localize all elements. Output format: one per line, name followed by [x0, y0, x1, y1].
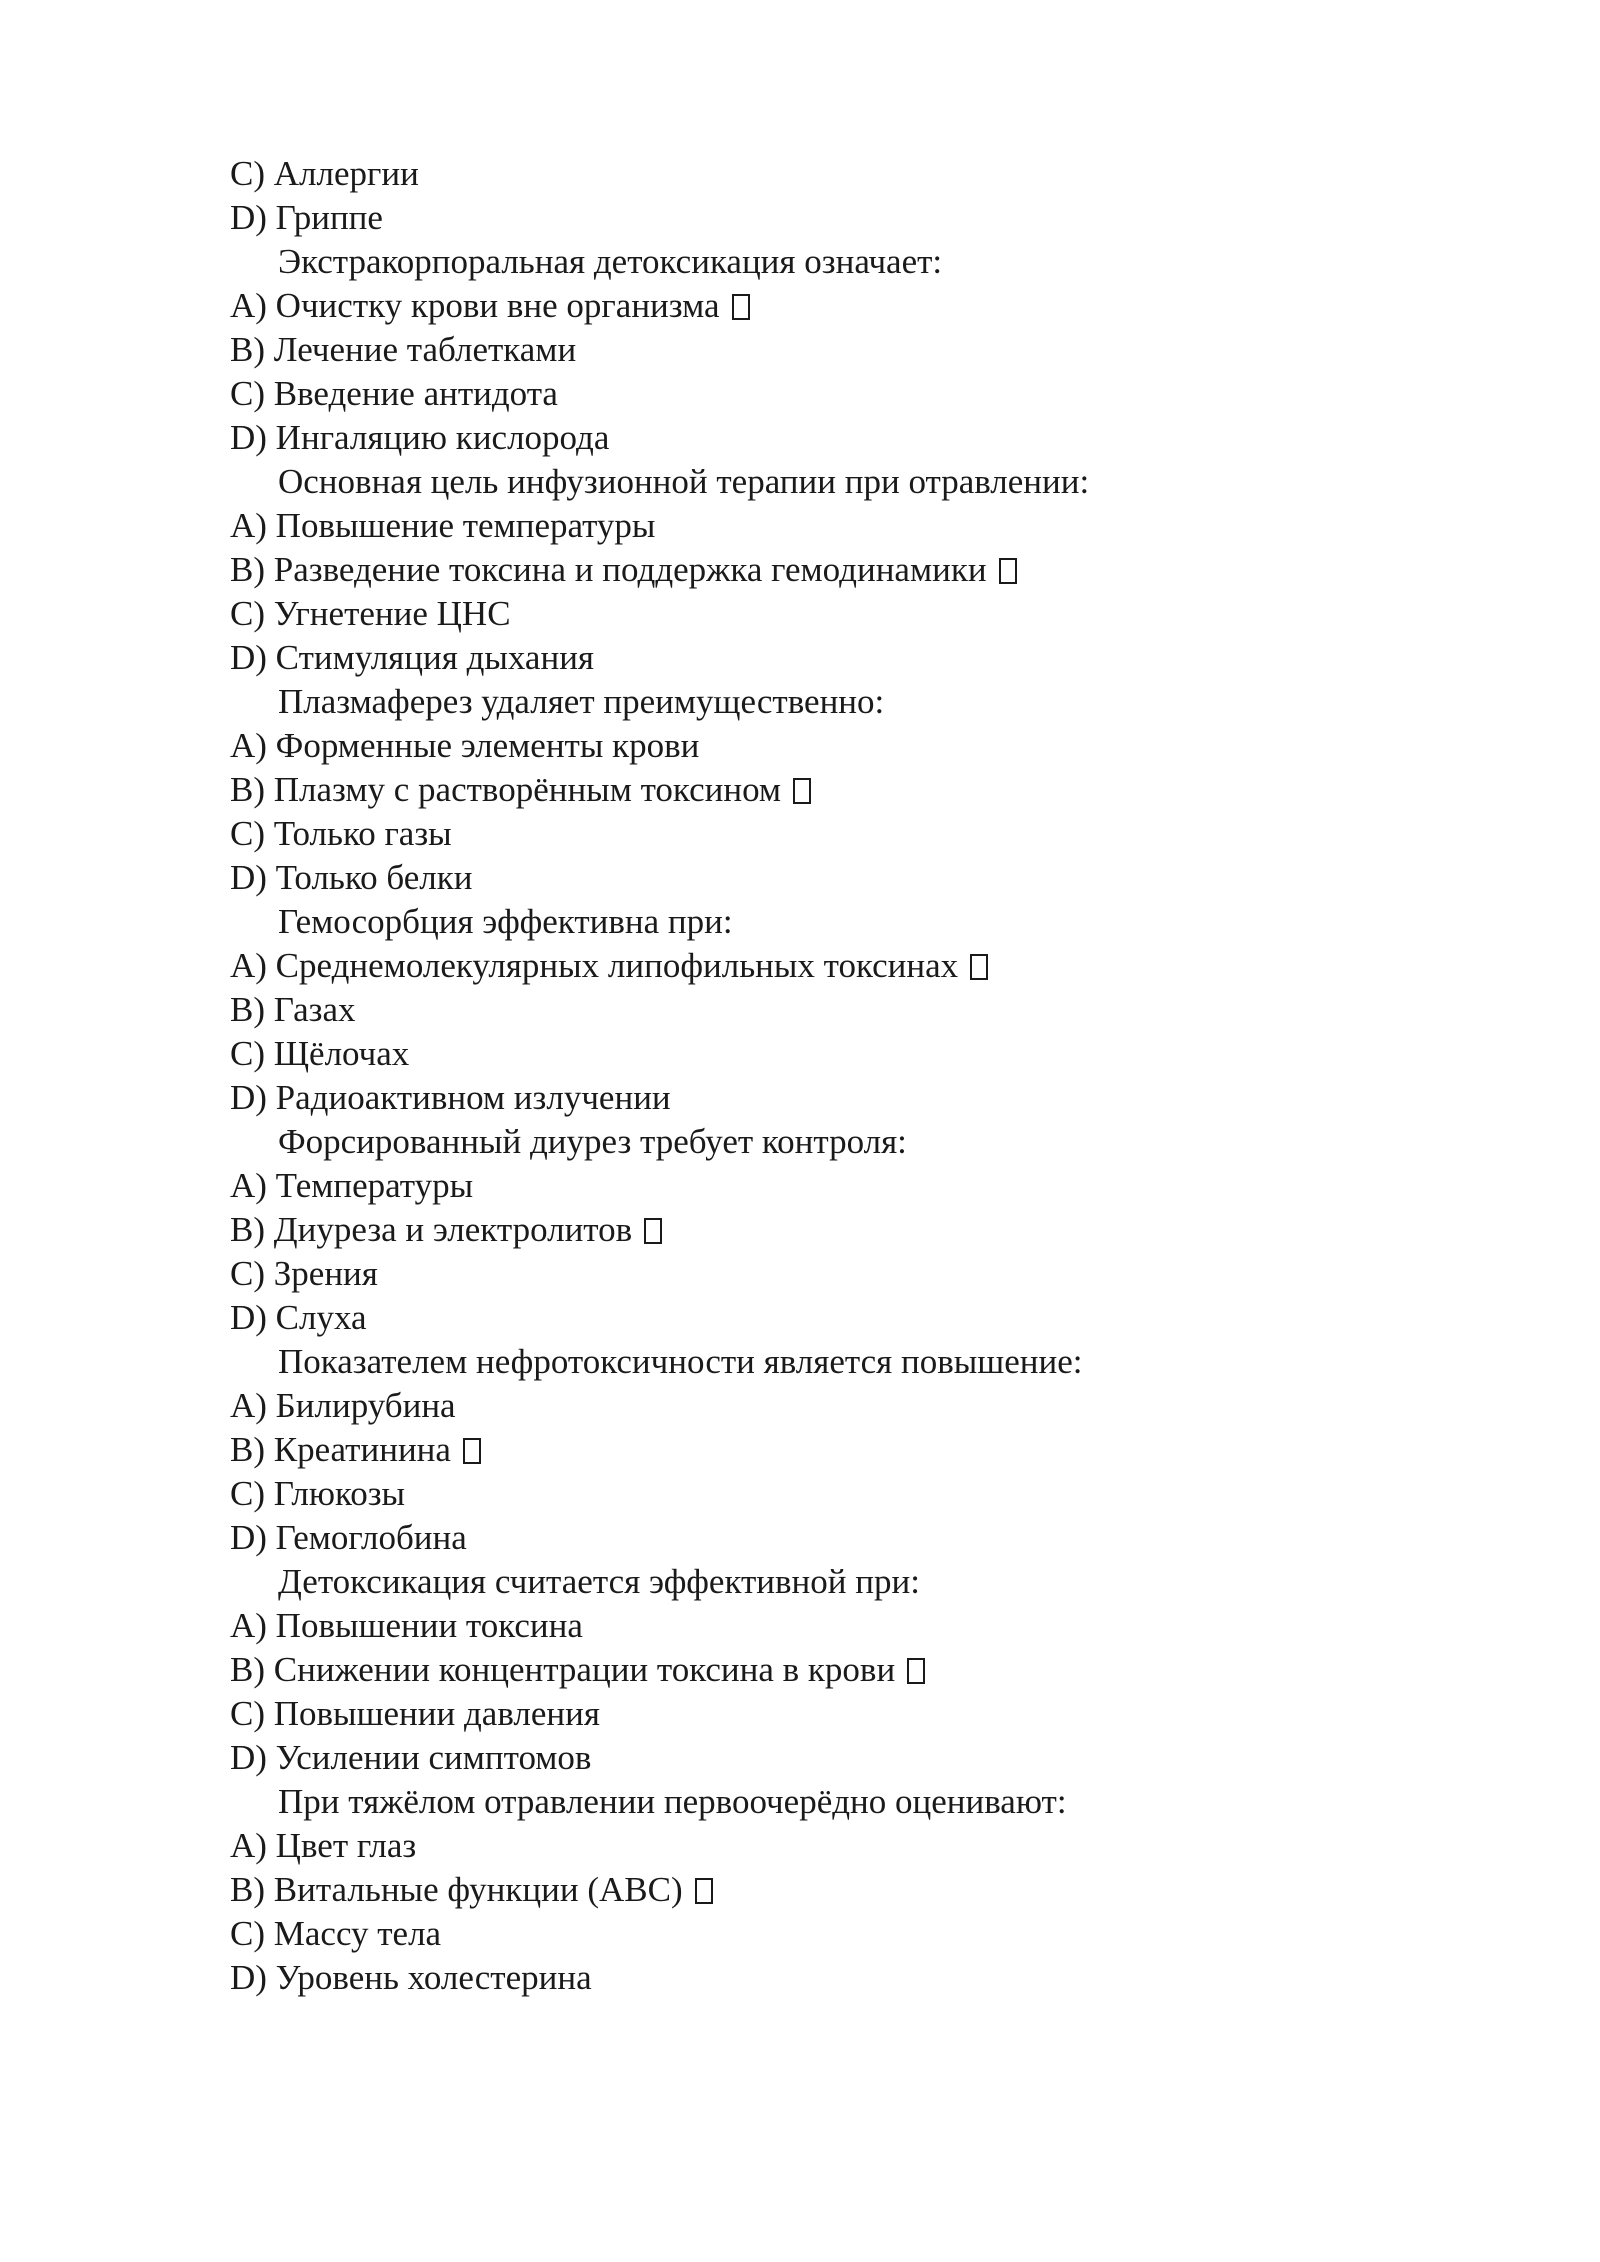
answer-option [230, 856, 1410, 900]
answer-option [230, 1164, 1410, 1208]
option-label: C) Щёлочах [230, 1034, 410, 1073]
answer-option [230, 1032, 1410, 1076]
option-label: D) Усилении симптомов [230, 1738, 592, 1777]
correct-answer-marker-icon [793, 778, 811, 804]
question-text [230, 1120, 1410, 1164]
correct-answer-marker-icon [907, 1658, 925, 1684]
answer-option [230, 416, 1410, 460]
question-text [230, 460, 1410, 504]
answer-option [230, 1208, 1410, 1252]
option-label: D) Уровень холестерина [230, 1958, 592, 1997]
question-label: При тяжёлом отравлении первоочерёдно оценивают: [278, 1782, 1067, 1821]
document-content [230, 152, 1410, 2000]
answer-option [230, 944, 1410, 988]
answer-option [230, 152, 1410, 196]
answer-option [230, 1076, 1410, 1120]
correct-answer-marker-icon [970, 954, 988, 980]
answer-option [230, 988, 1410, 1032]
answer-option [230, 504, 1410, 548]
option-label: C) Повышении давления [230, 1694, 600, 1733]
question-label: Экстракорпоральная детоксикация означает: [278, 242, 943, 281]
option-label: B) Лечение таблетками [230, 330, 577, 369]
option-label: C) Только газы [230, 814, 452, 853]
answer-option [230, 1736, 1410, 1780]
option-label: B) Диуреза и электролитов [230, 1210, 633, 1249]
question-text [230, 1340, 1410, 1384]
answer-option [230, 372, 1410, 416]
option-label: D) Гриппе [230, 198, 383, 237]
question-text [230, 1780, 1410, 1824]
answer-option [230, 548, 1410, 592]
option-label: D) Только белки [230, 858, 473, 897]
option-label: D) Ингаляцию кислорода [230, 418, 610, 457]
option-label: A) Повышении токсина [230, 1606, 583, 1645]
option-label: B) Креатинина [230, 1430, 451, 1469]
answer-option [230, 1604, 1410, 1648]
question-label: Форсированный диурез требует контроля: [278, 1122, 907, 1161]
option-label: A) Среднемолекулярных липофильных токсинах [230, 946, 959, 985]
option-label: A) Температуры [230, 1166, 474, 1205]
correct-answer-marker-icon [463, 1438, 481, 1464]
answer-option [230, 1428, 1410, 1472]
option-label: C) Зрения [230, 1254, 378, 1293]
question-label: Гемосорбция эффективна при: [278, 902, 733, 941]
answer-option [230, 1296, 1410, 1340]
answer-option [230, 1824, 1410, 1868]
question-label: Детоксикация считается эффективной при: [278, 1562, 920, 1601]
option-label: A) Цвет глаз [230, 1826, 417, 1865]
option-label: D) Радиоактивном излучении [230, 1078, 671, 1117]
answer-option [230, 1472, 1410, 1516]
answer-option [230, 284, 1410, 328]
correct-answer-marker-icon [695, 1878, 713, 1904]
question-text [230, 240, 1410, 284]
answer-option [230, 1252, 1410, 1296]
option-label: A) Билирубина [230, 1386, 456, 1425]
correct-answer-marker-icon [644, 1218, 662, 1244]
option-label: A) Очистку крови вне организма [230, 286, 720, 325]
question-label: Основная цель инфузионной терапии при отравлении: [278, 462, 1090, 501]
answer-option [230, 636, 1410, 680]
correct-answer-marker-icon [999, 558, 1017, 584]
option-label: D) Стимуляция дыхания [230, 638, 595, 677]
answer-option [230, 1384, 1410, 1428]
option-label: B) Витальные функции (ABC) [230, 1870, 683, 1909]
option-label: C) Аллергии [230, 154, 419, 193]
answer-option [230, 1956, 1410, 2000]
answer-option [230, 1912, 1410, 1956]
option-label: B) Снижении концентрации токсина в крови [230, 1650, 896, 1689]
option-label: B) Разведение токсина и поддержка гемодинамики [230, 550, 987, 589]
option-label: D) Гемоглобина [230, 1518, 467, 1557]
option-label: C) Массу тела [230, 1914, 442, 1953]
answer-option [230, 1516, 1410, 1560]
option-label: D) Слуха [230, 1298, 367, 1337]
option-label: A) Форменные элементы крови [230, 726, 700, 765]
answer-option [230, 592, 1410, 636]
option-label: C) Глюкозы [230, 1474, 406, 1513]
answer-option [230, 724, 1410, 768]
answer-option [230, 768, 1410, 812]
option-label: B) Газах [230, 990, 356, 1029]
option-label: C) Угнетение ЦНС [230, 594, 511, 633]
answer-option [230, 1692, 1410, 1736]
option-label: C) Введение антидота [230, 374, 558, 413]
correct-answer-marker-icon [732, 294, 750, 320]
answer-option [230, 812, 1410, 856]
answer-option [230, 1868, 1410, 1912]
answer-option [230, 1648, 1410, 1692]
question-text [230, 680, 1410, 724]
question-text [230, 1560, 1410, 1604]
answer-option [230, 328, 1410, 372]
question-label: Показателем нефротоксичности является повышение: [278, 1342, 1083, 1381]
option-label: A) Повышение температуры [230, 506, 656, 545]
question-text [230, 900, 1410, 944]
option-label: B) Плазму с растворённым токсином [230, 770, 782, 809]
answer-option [230, 196, 1410, 240]
question-label: Плазмаферез удаляет преимущественно: [278, 682, 885, 721]
